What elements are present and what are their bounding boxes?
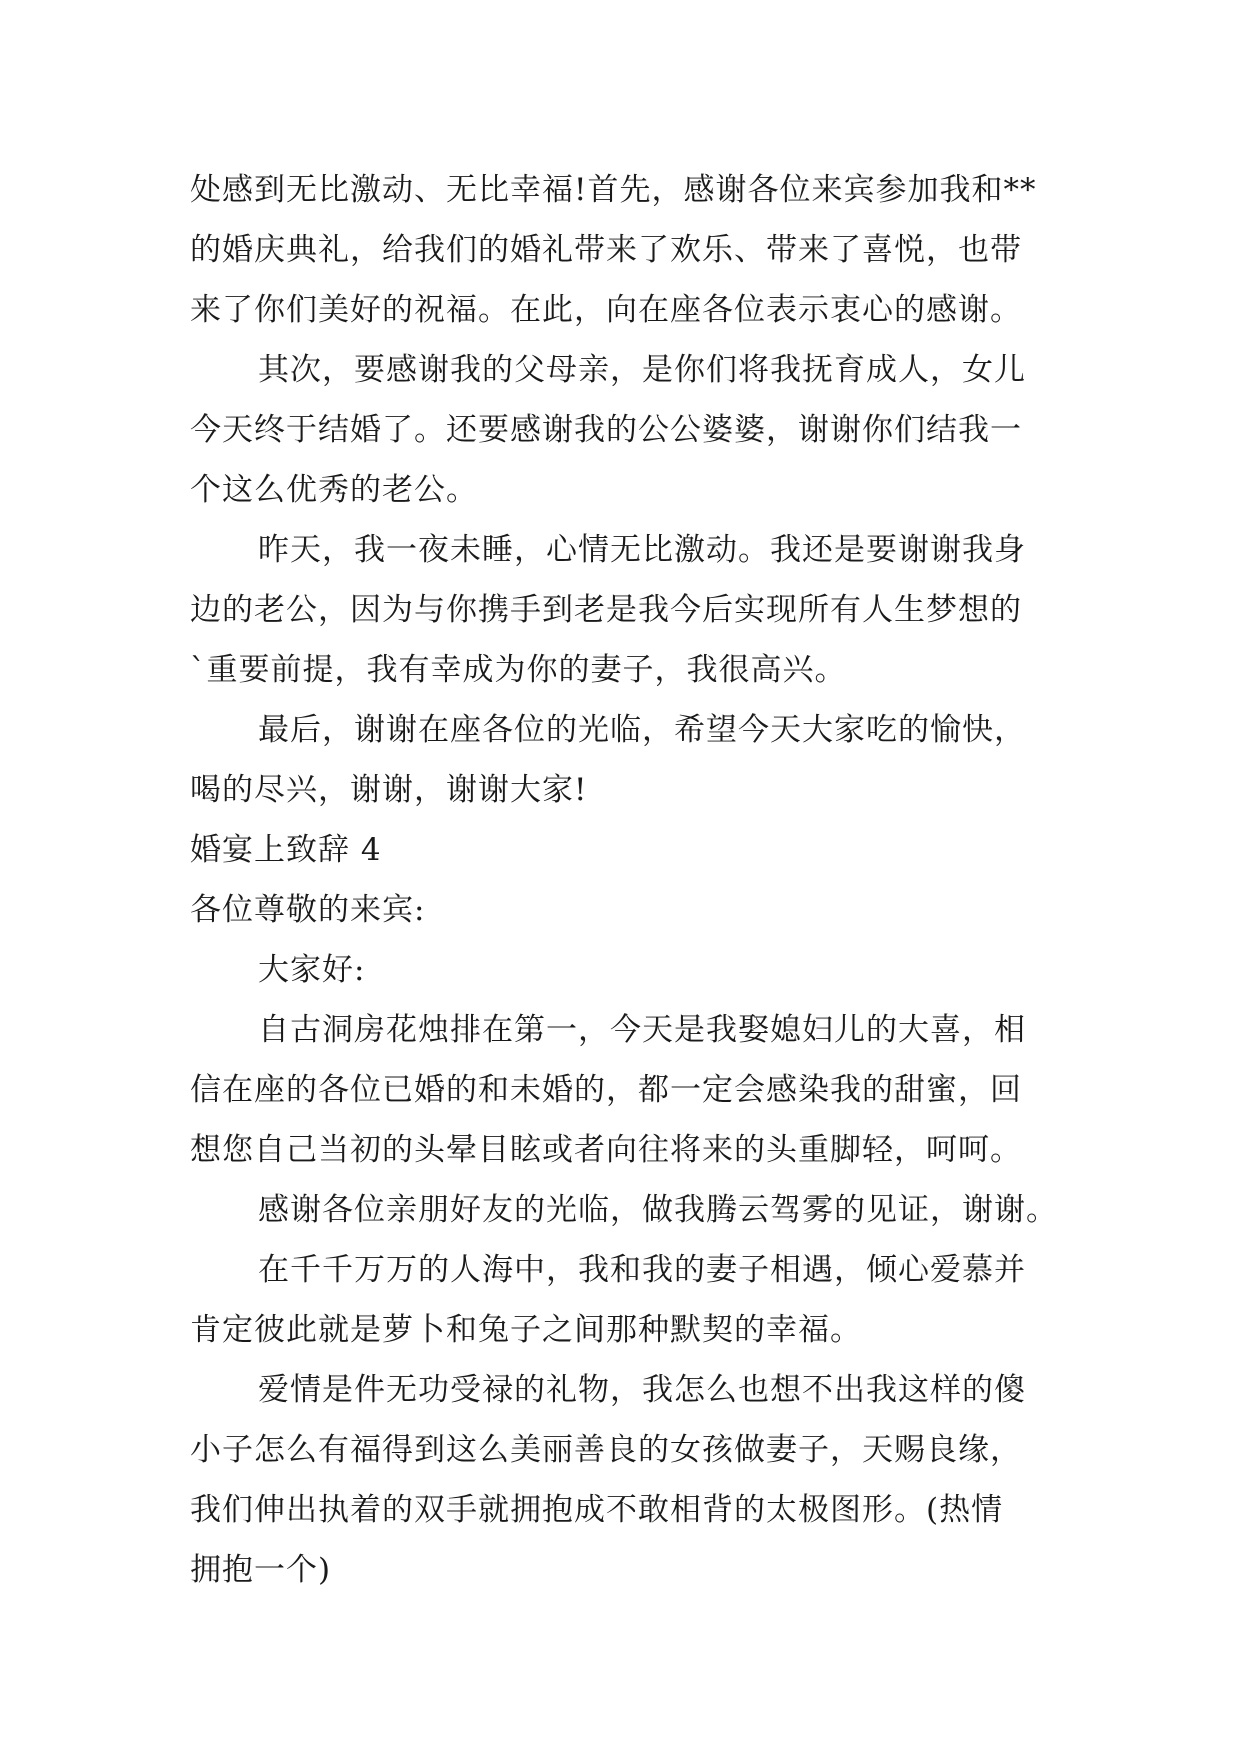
text-line: 在千千万万的人海中，我和我的妻子相遇，倾心爱慕并 [258, 1252, 1026, 1288]
text-line: 自古洞房花烛排在第一，今天是我娶媳妇儿的大喜，相 [258, 1012, 1026, 1048]
text-line: 其次，要感谢我的父母亲，是你们将我抚育成人，女儿 [258, 352, 1026, 388]
text-line: 肯定彼此就是萝卜和兔子之间那种默契的幸福。 [190, 1312, 862, 1348]
text-line: 的婚庆典礼，给我们的婚礼带来了欢乐、带来了喜悦，也带 [190, 232, 1022, 268]
text-line: 拥抱一个) [190, 1552, 332, 1588]
text-line: 来了你们美好的祝福。在此，向在座各位表示衷心的感谢。 [190, 292, 1022, 328]
text-line: 边的老公，因为与你携手到老是我今后实现所有人生梦想的 [190, 592, 1022, 628]
text-line: 想您自己当初的头晕目眩或者向往将来的头重脚轻，呵呵。 [190, 1132, 1022, 1168]
greeting: 大家好: [258, 952, 366, 988]
salutation: 各位尊敬的来宾: [190, 892, 426, 928]
text-line: 爱情是件无功受禄的礼物，我怎么也想不出我这样的傻 [258, 1372, 1026, 1408]
text-line: 小子怎么有福得到这么美丽善良的女孩做妻子，天赐良缘， [190, 1432, 1022, 1468]
text-line: 信在座的各位已婚的和未婚的，都一定会感染我的甜蜜，回 [190, 1072, 1022, 1108]
text-line: `重要前提，我有幸成为你的妻子，我很高兴。 [190, 652, 847, 688]
text-line: 个这么优秀的老公。 [190, 472, 478, 508]
document-body [190, 160, 1070, 1600]
text-line: 我们伸出执着的双手就拥抱成不敢相背的太极图形。(热情 [190, 1492, 1004, 1528]
text-line: 感谢各位亲朋好友的光临，做我腾云驾雾的见证，谢谢。 [258, 1192, 1058, 1228]
text-line: 今天终于结婚了。还要感谢我的公公婆婆，谢谢你们结我一 [190, 412, 1022, 448]
section-heading: 婚宴上致辞 4 [190, 832, 382, 868]
text-line: 喝的尽兴，谢谢，谢谢大家! [190, 772, 588, 808]
text-line: 最后，谢谢在座各位的光临，希望今天大家吃的愉快， [258, 712, 1026, 748]
text-line: 处感到无比激动、无比幸福!首先，感谢各位来宾参加我和** [190, 172, 1037, 208]
text-line: 昨天，我一夜未睡，心情无比激动。我还是要谢谢我身 [258, 532, 1026, 568]
